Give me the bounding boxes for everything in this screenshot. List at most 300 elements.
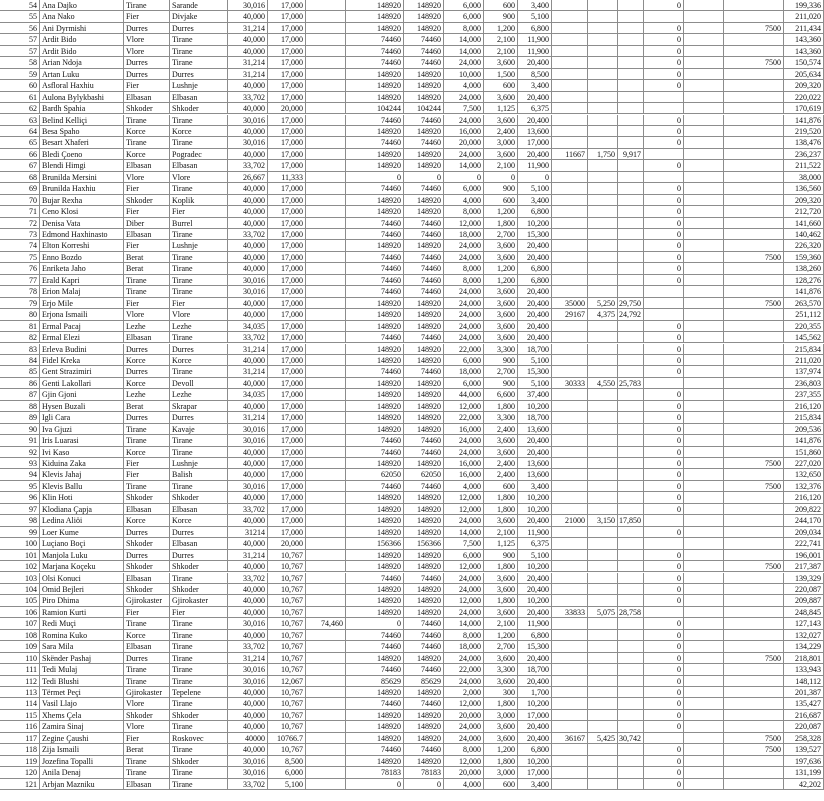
table-cell: 20,400 [518,435,552,446]
table-cell: 227,020 [784,458,824,469]
table-cell [618,561,644,572]
table-cell: 17,000 [268,11,306,22]
table-cell: 148920 [346,195,404,206]
table-cell: 148920 [404,424,444,435]
table-cell [724,183,784,194]
table-cell [618,492,644,503]
table-cell: 17,000 [268,435,306,446]
table-cell: Sara Mila [40,641,124,652]
table-cell: 74460 [404,573,444,584]
table-cell [618,229,644,240]
table-cell: 211,434 [784,23,824,34]
table-row [0,160,824,171]
table-cell: 2,100 [484,618,518,629]
table-cell: 85629 [346,676,404,687]
table-cell [306,252,346,263]
table-cell: Bardh Spahia [40,103,124,114]
table-cell: 38,000 [784,172,824,183]
table-cell: Anila Denaj [40,767,124,778]
table-cell: 17,000 [268,504,306,515]
table-cell [306,298,346,309]
table-cell [588,389,618,400]
table-cell [618,366,644,377]
table-cell [588,240,618,251]
table-cell [684,676,724,687]
table-cell: Durres [124,550,170,561]
table-cell: Arian Ndoja [40,57,124,68]
table-cell: Vasil Llajo [40,698,124,709]
table-cell: 20,400 [518,573,552,584]
table-cell: 31,214 [228,23,268,34]
table-cell: 30,016 [228,664,268,675]
table-cell: 0 [644,401,684,412]
table-cell: Iva Gjuzi [40,424,124,435]
table-cell [618,412,644,423]
table-cell: 0 [644,389,684,400]
table-cell: 3,600 [484,676,518,687]
table-cell: 3,600 [484,309,518,320]
table-cell: 35000 [552,298,588,309]
table-cell: 20,400 [518,309,552,320]
table-cell: 40,000 [228,263,268,274]
table-cell: Klin Hoti [40,492,124,503]
table-cell: 148920 [346,0,404,11]
table-cell [724,378,784,389]
row-number-cell: 63 [0,115,40,126]
table-cell: 104244 [346,103,404,114]
table-cell: 17,000 [268,92,306,103]
table-cell: Vlore [124,309,170,320]
table-row [0,424,824,435]
table-cell [588,435,618,446]
table-row [0,252,824,263]
table-cell: Ana Dajko [40,0,124,11]
table-cell [552,57,588,68]
table-cell: 42,202 [784,779,824,790]
table-cell [306,481,346,492]
table-cell: 600 [484,0,518,11]
table-cell: Vlore [124,698,170,709]
table-cell [306,744,346,755]
table-cell [552,401,588,412]
table-cell: 3,600 [484,515,518,526]
table-cell [588,698,618,709]
table-cell: 2,700 [484,641,518,652]
table-cell: 24,000 [444,332,484,343]
table-cell: Skënder Pashaj [40,653,124,664]
table-cell: Sarande [170,0,228,11]
table-cell: 74460 [404,57,444,68]
table-cell: 33,702 [228,332,268,343]
table-cell: 17,000 [268,34,306,45]
table-cell: Tirane [124,115,170,126]
table-row [0,240,824,251]
table-cell: Gjirokaster [124,687,170,698]
table-cell: 2,400 [484,469,518,480]
table-cell [684,321,724,332]
table-cell: 3,600 [484,286,518,297]
table-row [0,126,824,137]
table-cell [588,11,618,22]
table-cell [588,218,618,229]
table-cell [552,756,588,767]
table-cell [552,252,588,263]
table-cell: 148920 [346,344,404,355]
table-cell [306,57,346,68]
table-cell: 10,767 [268,744,306,755]
table-cell: 33,702 [228,779,268,790]
table-cell: 148920 [346,309,404,320]
table-cell: 2,100 [484,46,518,57]
table-cell: 0 [644,263,684,274]
table-cell: 1,200 [484,263,518,274]
table-cell [684,80,724,91]
table-cell: 10,767 [268,630,306,641]
table-cell: 1,700 [518,687,552,698]
table-cell: 148920 [404,206,444,217]
table-cell [684,149,724,160]
table-cell: 17,000 [268,447,306,458]
table-cell: Tirane [170,676,228,687]
table-cell [588,137,618,148]
table-cell: 24,000 [444,515,484,526]
table-cell: 170,619 [784,103,824,114]
table-cell: 209,034 [784,527,824,538]
table-cell [724,229,784,240]
table-cell: Denisa Vata [40,218,124,229]
table-cell [588,630,618,641]
table-cell: 8,000 [444,206,484,217]
table-cell: 0 [644,229,684,240]
table-cell: 10,000 [444,69,484,80]
table-cell: 40,000 [228,538,268,549]
table-cell [306,538,346,549]
table-cell: Tedi Blushi [40,676,124,687]
table-cell: 148920 [346,733,404,744]
table-cell [552,744,588,755]
table-cell: 148920 [404,378,444,389]
table-cell: Korce [170,126,228,137]
table-cell: 10,200 [518,504,552,515]
row-number-cell: 99 [0,527,40,538]
table-cell [552,779,588,790]
table-cell: Tirane [170,618,228,629]
table-cell: 0 [644,160,684,171]
table-cell: 3,600 [484,733,518,744]
row-number-cell: 104 [0,584,40,595]
table-cell [306,733,346,744]
table-cell [684,538,724,549]
table-cell [306,160,346,171]
table-cell: Gjirokaster [170,595,228,606]
table-cell [552,435,588,446]
table-cell: 17,000 [268,23,306,34]
table-cell: Artan Luku [40,69,124,80]
table-cell: Enno Bozdo [40,252,124,263]
table-cell: Balish [170,469,228,480]
table-cell: 6,000 [444,355,484,366]
table-cell: 36167 [552,733,588,744]
table-cell: 18,700 [518,344,552,355]
table-cell: 24,000 [444,435,484,446]
table-cell: 199,336 [784,0,824,11]
table-cell: 11667 [552,149,588,160]
table-cell: 4,000 [444,481,484,492]
table-cell: 148920 [404,321,444,332]
table-cell [306,595,346,606]
row-number-cell: 108 [0,630,40,641]
table-cell: Elbasan [124,779,170,790]
table-row [0,378,824,389]
table-cell [588,332,618,343]
table-cell: 20,400 [518,515,552,526]
table-cell [684,710,724,721]
table-cell: 132,650 [784,469,824,480]
table-cell: 148920 [404,160,444,171]
table-cell: 5,100 [268,779,306,790]
table-cell: 1,800 [484,595,518,606]
table-cell [306,527,346,538]
table-cell [552,618,588,629]
row-number-cell: 86 [0,378,40,389]
table-cell [306,412,346,423]
table-row [0,641,824,652]
table-cell [552,447,588,458]
table-cell: Shkoder [124,538,170,549]
table-cell: 20,400 [518,321,552,332]
table-cell [588,561,618,572]
table-cell: 2,700 [484,229,518,240]
row-number-cell: 87 [0,389,40,400]
table-cell: Zija Ismaili [40,744,124,755]
table-cell: 16,000 [444,126,484,137]
table-cell: 0 [644,481,684,492]
table-cell [618,687,644,698]
table-cell: Roskovec [170,733,228,744]
table-row [0,733,824,744]
table-cell: Erjona Ismaili [40,309,124,320]
table-cell [618,710,644,721]
table-cell [552,698,588,709]
table-cell: 7500 [724,57,784,68]
table-cell: 10,767 [268,561,306,572]
table-cell: 74460 [404,744,444,755]
table-cell: 600 [484,80,518,91]
table-cell: 3,000 [484,710,518,721]
table-cell [724,630,784,641]
table-cell [724,618,784,629]
table-row [0,11,824,22]
table-cell [306,721,346,732]
table-cell [684,424,724,435]
table-cell: Ceno Klosi [40,206,124,217]
table-cell [724,676,784,687]
table-cell [588,366,618,377]
table-cell: Shkoder [170,492,228,503]
table-cell [618,664,644,675]
table-cell: Ivi Kaso [40,447,124,458]
table-cell [724,687,784,698]
table-cell: 10,200 [518,401,552,412]
table-cell: 21000 [552,515,588,526]
table-cell: 7500 [724,744,784,755]
table-cell: 148920 [346,401,404,412]
table-row [0,298,824,309]
table-cell: 40,000 [228,458,268,469]
table-cell [306,195,346,206]
table-cell: Loer Kume [40,527,124,538]
table-cell [644,733,684,744]
table-cell: 6,375 [518,103,552,114]
table-cell [684,137,724,148]
table-cell [724,286,784,297]
table-cell: 0 [644,492,684,503]
table-cell: Elbasan [170,160,228,171]
table-cell: 236,237 [784,149,824,160]
table-cell: Berat [124,252,170,263]
table-cell: Marjana Koçeku [40,561,124,572]
table-row [0,481,824,492]
table-cell: Korce [124,630,170,641]
table-cell [724,412,784,423]
table-cell: Berat [124,401,170,412]
table-cell [644,103,684,114]
table-cell: Erion Malaj [40,286,124,297]
table-cell: 3,150 [588,515,618,526]
table-cell [552,481,588,492]
table-cell: 3,600 [484,721,518,732]
table-cell: 24,000 [444,573,484,584]
table-row [0,687,824,698]
table-cell [724,149,784,160]
table-cell: 104244 [404,103,444,114]
table-cell [588,160,618,171]
table-cell [588,538,618,549]
table-cell [588,550,618,561]
table-cell: 10,767 [268,595,306,606]
table-cell: Lezhe [124,389,170,400]
table-cell: Fier [124,206,170,217]
table-cell: 148920 [346,527,404,538]
table-cell [684,435,724,446]
table-cell: 20,000 [268,103,306,114]
table-cell: 34,035 [228,321,268,332]
table-cell [306,653,346,664]
table-cell [724,756,784,767]
table-cell [306,664,346,675]
table-cell: Tepelene [170,687,228,698]
table-row [0,447,824,458]
table-cell: 17,000 [268,321,306,332]
table-cell [618,641,644,652]
table-row [0,492,824,503]
table-cell: 28,758 [618,607,644,618]
table-cell [588,584,618,595]
table-cell: 74460 [346,286,404,297]
table-cell: 24,000 [444,57,484,68]
table-cell [724,206,784,217]
table-cell: 74460 [346,57,404,68]
table-cell: 12,067 [268,676,306,687]
table-cell: 0 [644,80,684,91]
table-cell: 40,000 [228,401,268,412]
table-cell: Korce [124,378,170,389]
table-cell: Luçiano Boçi [40,538,124,549]
table-cell: Hysen Buzali [40,401,124,412]
table-cell [588,779,618,790]
table-cell: Skrapar [170,401,228,412]
table-cell: 14,000 [444,160,484,171]
table-cell: Tirane [124,424,170,435]
table-cell: 148920 [404,298,444,309]
table-cell: 1,750 [588,149,618,160]
table-cell [306,126,346,137]
table-cell: 0 [644,458,684,469]
table-cell: Tirane [170,721,228,732]
table-cell: Fier [170,206,228,217]
table-cell [306,332,346,343]
table-cell [588,492,618,503]
table-cell [306,309,346,320]
table-cell: 37,400 [518,389,552,400]
table-cell [552,721,588,732]
table-cell: 3,600 [484,573,518,584]
table-cell: 12,000 [444,401,484,412]
table-cell: 12,000 [444,561,484,572]
table-cell [618,240,644,251]
table-cell [552,46,588,57]
table-cell: 148920 [404,458,444,469]
table-cell: 6,600 [484,389,518,400]
table-cell: Shkoder [124,195,170,206]
table-cell: 30,016 [228,435,268,446]
table-cell: 30,016 [228,481,268,492]
row-number-cell: 120 [0,767,40,778]
table-cell: 7500 [724,561,784,572]
table-cell: 148920 [346,492,404,503]
table-row [0,595,824,606]
table-cell: Tirane [170,481,228,492]
table-cell: Besart Xhaferi [40,137,124,148]
table-row [0,172,824,183]
table-cell: 40,000 [228,298,268,309]
table-cell: Tirane [170,275,228,286]
table-cell: 215,834 [784,344,824,355]
table-cell: 24,000 [444,607,484,618]
table-cell: Tirane [170,286,228,297]
table-cell: Korce [124,515,170,526]
table-cell: Tirane [124,664,170,675]
table-cell [724,309,784,320]
table-cell [618,286,644,297]
table-cell [588,23,618,34]
row-number-cell: 102 [0,561,40,572]
table-cell [588,206,618,217]
table-cell: 12,000 [444,595,484,606]
table-cell: 128,276 [784,275,824,286]
table-cell [618,435,644,446]
table-cell: Fier [124,607,170,618]
table-cell [618,57,644,68]
table-cell: 148920 [346,206,404,217]
table-cell: Tirane [124,618,170,629]
table-cell: 10,767 [268,710,306,721]
table-cell: Lezhe [124,321,170,332]
table-cell: 74460 [346,183,404,194]
table-cell: 74460 [404,366,444,377]
table-cell [306,378,346,389]
table-cell: 40,000 [228,595,268,606]
